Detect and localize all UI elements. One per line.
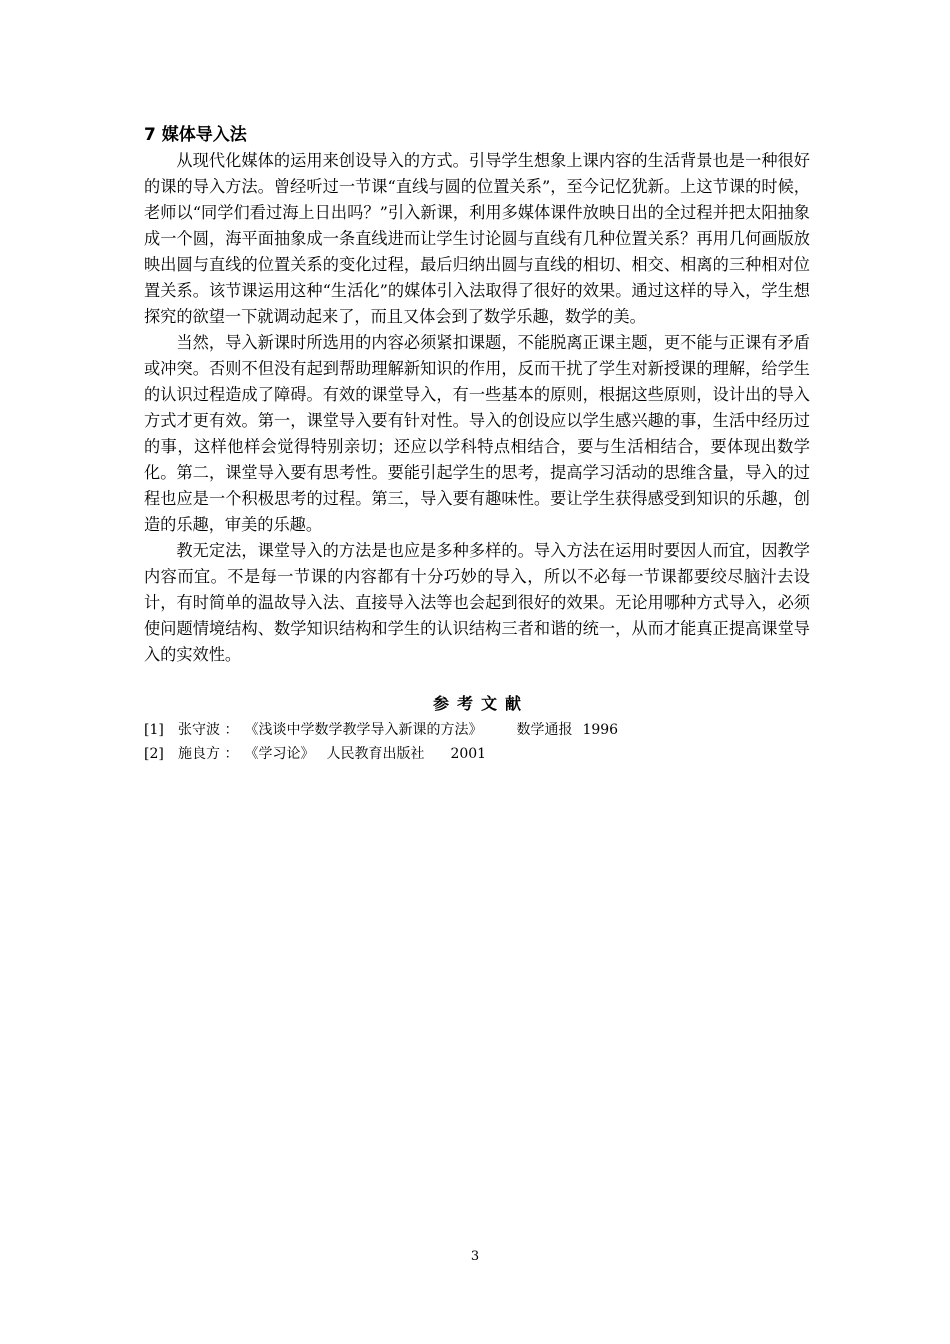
reference-author: 施良方 ： — [178, 746, 239, 762]
reference-number: [1] — [144, 722, 164, 738]
reference-year: 2001 — [450, 746, 487, 762]
reference-item — [144, 742, 810, 766]
reference-work-title: 《浅谈中学数学教学导入新课的方法》 — [244, 722, 483, 738]
reference-work-title: 《学习论》 — [244, 746, 315, 762]
paragraph-media-introduction: 从现代化媒体的运用来创设导入的方式。引导学生想象上课内容的生活背景也是一种很好的课的导入方法。曾经听过一节课“直线与圆的位置关系”，至今记忆犹新。上这节课的时候，老师以“同学们看过海上日出吗？”引入新课，利用多媒体课件放映日出的全过程并把太阳抽象成一个圆，海平面抽象成一条直线进而让学生讨论圆与直线有几种位置关系？再用几何画版放映出圆与直线的位置关系的变化过程，最后归纳出圆与直线的相切、相交、相离的三种相对位置关系。该节课运用这种“生活化”的媒体引入法取得了很好的效果。通过这样的导入，学生想探究的欲望一下就调动起来了，而且又体会到了数学乐趣，数学的美。 — [144, 151, 810, 326]
section-heading: 7 媒体导入法 — [144, 125, 247, 145]
page-number: 3 — [470, 1249, 480, 1264]
paragraph-principles: 当然，导入新课时所选用的内容必须紧扣课题，不能脱离正课主题，更不能与正课有矛盾或冲突。否则不但没有起到帮助理解新知识的作用，反而干扰了学生对新授课的理解，给学生的认识过程造成了障碍。有效的课堂导入，有一些基本的原则，根据这些原则，设计出的导入方式才更有效。第一，课堂导入要有针对性。导入的创设应以学生感兴趣的事，生活中经历过的事，这样他样会觉得特别亲切；还应以学科特点相结合，要与生活相结合，要体现出数学化。第二，课堂导入要有思考性。要能引起学生的思考，提高学习活动的思维含量，导入的过程也应是一个积极思考的过程。第三，导入要有趣味性。要让学生获得感受到知识的乐趣，创造的乐趣，审美的乐趣。 — [144, 333, 810, 534]
reference-author: 张守波 ： — [178, 722, 239, 738]
reference-number: [2] — [144, 746, 164, 762]
paragraph-conclusion: 教无定法，课堂导入的方法是也应是多种多样的。导入方法在运用时要因人而宜，因教学内容而宜。不是每一节课的内容都有十分巧妙的导入，所以不必每一节课都要绞尽脑汁去设计，有时简单的温故导入法、直接导入法等也会起到很好的效果。无论用哪种方式导入，必须使问题情境结构、数学知识结构和学生的认识结构三者和谐的统一，从而才能真正提高课堂导入的实效性。 — [144, 541, 810, 664]
reference-source: 数学通报 — [516, 722, 573, 738]
page-content — [144, 122, 810, 766]
reference-item — [144, 718, 810, 742]
references-title: 参考文献 — [432, 694, 529, 713]
reference-source: 人民教育出版社 — [326, 746, 425, 762]
reference-year: 1996 — [582, 722, 619, 738]
reference-list — [144, 718, 810, 766]
